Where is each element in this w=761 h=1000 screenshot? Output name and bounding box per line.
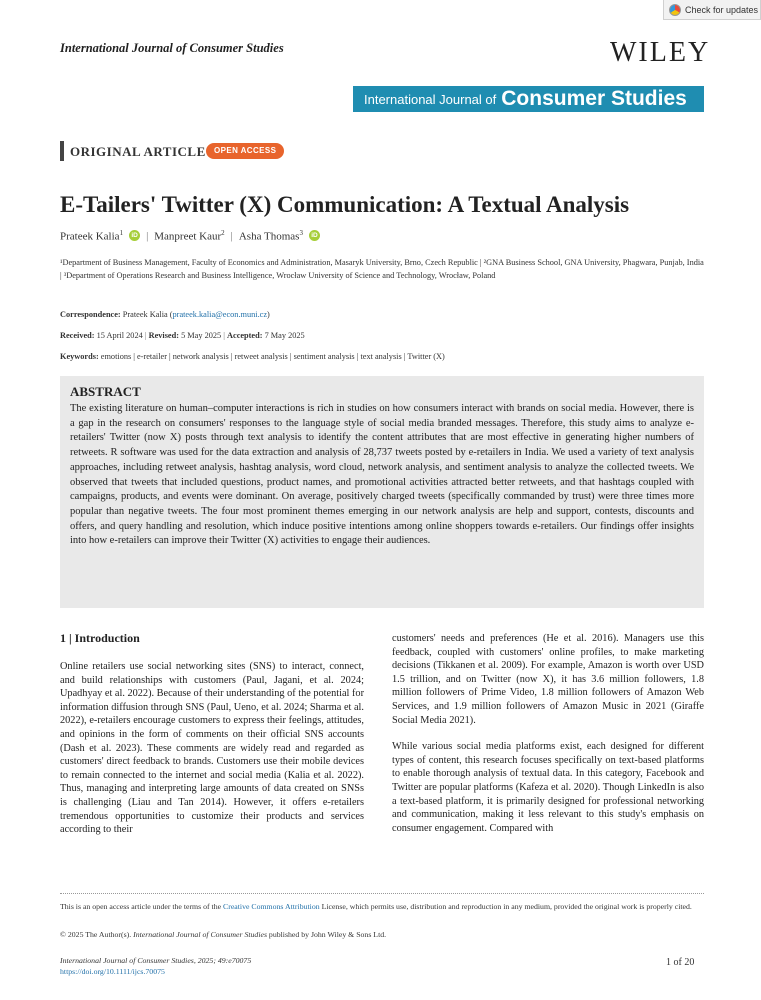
abstract-box [60, 376, 704, 608]
banner-prefix: International Journal of [364, 91, 497, 107]
open-access-badge: OPEN ACCESS [206, 143, 284, 159]
author-separator: | [146, 229, 149, 242]
article-type: ORIGINAL ARTICLE [70, 144, 206, 159]
check-updates-label: Check for updates [685, 4, 759, 15]
page-number: 1 of 20 [666, 957, 695, 968]
publisher-logo: WILEY [610, 37, 711, 68]
paragraph: While various social media platforms exist, each designed for different types of content, this research focuses specifically on text-based platforms to enable thorough analysis of textual data. In this category, Facebook and Twitter are popular platforms (Kafeza et al. 2020). Though LinkedIn is also a text-based platform, it is primarily designed for professional networking and communication, making it less relevant to this study's emphasis on consumer engagement. Compared with [392, 741, 704, 834]
abstract-heading: ABSTRACT [70, 384, 141, 399]
correspondence-email-link[interactable]: prateek.kalia@econ.muni.cz [172, 310, 268, 319]
journal-citation: International Journal of Consumer Studies, 2025; 49:e70075 [60, 956, 252, 965]
author-list [60, 229, 320, 243]
journal-banner [353, 86, 704, 112]
orcid-icon[interactable]: iD [309, 230, 320, 241]
crossmark-icon [669, 4, 681, 16]
running-journal-title: International Journal of Consumer Studies [60, 41, 284, 55]
cc-license-link[interactable]: Creative Commons Attribution [223, 902, 320, 911]
paragraph: Online retailers use social networking sites (SNS) to interact, connect, and build relationships with customers (Paul, Jagani, et al. 2024; Upadhyay et al. 2022). Because of their understanding of the potential for information diffusion through SNS (Paul, Ueno, et al. 2024; Sharma et al. 2022), e-retailers encourage customers to express their feelings, attitudes, and opinions in the form of comments on their official SNS accounts (Dash et al. 2023). These comments are widely read and regarded as customers' direct feedback to brands. Customers use their mobile devices to remain connected to the internet and social media (Kalia et al. 2022). Thus, managing and interpreting large amounts of data created on SNSs is challenging (Liau and Tan 2014). However, it offers e-retailers tremendous opportunities to customize their products and services according to their [60, 661, 364, 836]
author-name[interactable]: Asha Thomas$^3$ [238, 229, 303, 243]
author-name[interactable]: Manpreet Kaur$^2$ [154, 229, 225, 243]
article-type-bar [60, 141, 64, 161]
copyright-notice: © 2025 The Author(s). International Journal of Consumer Studies published by John Wiley & Sons Ltd. [60, 930, 387, 939]
article-dates: Received: 15 April 2024 | Revised: 5 May 2025 | Accepted: 7 May 2025 [60, 331, 305, 340]
section-heading: 1 | Introduction [60, 631, 140, 645]
affiliations: ¹Department of Business Management, Faculty of Economics and Administration, Masaryk University, Brno, Czech Republic | ²GNA Business School, GNA University, Phagwara, Punjab, India | ³Department of Operations Research and Business Intelligence, Wrocław University of Science and Technology, Wrocław, Poland [60, 258, 704, 280]
author-separator: | [230, 229, 233, 242]
banner-title: Consumer Studies [501, 87, 687, 110]
abstract-body: The existing literature on human–computer interactions is rich in studies on how consumers interact with brands on social media. However, there is a gap in the research on consumers' responses to the language style of social media branded messages. Therefore, this study aims to analyze e-retailers' Twitter (now X) posts through text analysis to identify the content attributes that are most effective in generating higher numbers of retweets. R software was used for the data extraction and analysis of 28,737 tweets posted by e-retailers in India. We used a variety of text analysis approaches, including retweet analysis, hashtag analysis, word cloud, network analysis, and sentiment analysis to analyze the collected tweets. We observed that tweets that included questions, product names, and promotional activities attracted better retweets, and that hashtags coupled with campaigns, products, and events were dominant. On average, positively charged tweets (specifically commanded by trust) were three times more popular than negative tweets. The four most prominent themes emerging in our network analysis are help and support, contests, discounts and offers, and query handling and resolution, which induce positive intentions among online shoppers towards e-retailers. Our findings offer insights into how e-retailers can improve their Twitter (X) activities to engage their audiences. [70, 403, 694, 547]
license-notice: This is an open access article under the terms of the Creative Commons Attribution License, which permits use, distribution and reproduction in any medium, provided the original work is properly cited. [60, 902, 692, 911]
paragraph: customers' needs and preferences (He et al. 2016). Managers use this feedback, coupled with customers' online profiles, to make marketing decisions (Tikkanen et al. 2009). For example, Amazon is worth over USD 1.5 trillion, and on Twitter (now X), it has 3.6 million followers, 1.8 million followers of Prime Video, 1.8 million followers of Amazon Web Services, and 1.9 million followers of Amazon Music in 2021 (Giraffe Social Media 2021). [392, 633, 704, 726]
footer-divider [60, 893, 704, 894]
keywords: Keywords: emotions | e-retailer | network analysis | retweet analysis | sentiment analysis | text analysis | Twitter (X) [60, 352, 445, 361]
author-name[interactable]: Prateek Kalia$^1$ [60, 229, 124, 243]
correspondence: Correspondence: Prateek Kalia (prateek.kalia@econ.muni.cz) [60, 310, 270, 319]
doi-link[interactable]: https://doi.org/10.1111/ijcs.70075 [60, 967, 165, 976]
right-column [392, 632, 704, 848]
left-column [60, 660, 364, 850]
article-title: E-Tailers' Twitter (X) Communication: A Textual Analysis [60, 192, 630, 217]
check-for-updates-button[interactable] [663, 0, 761, 20]
orcid-icon[interactable]: iD [129, 230, 140, 241]
